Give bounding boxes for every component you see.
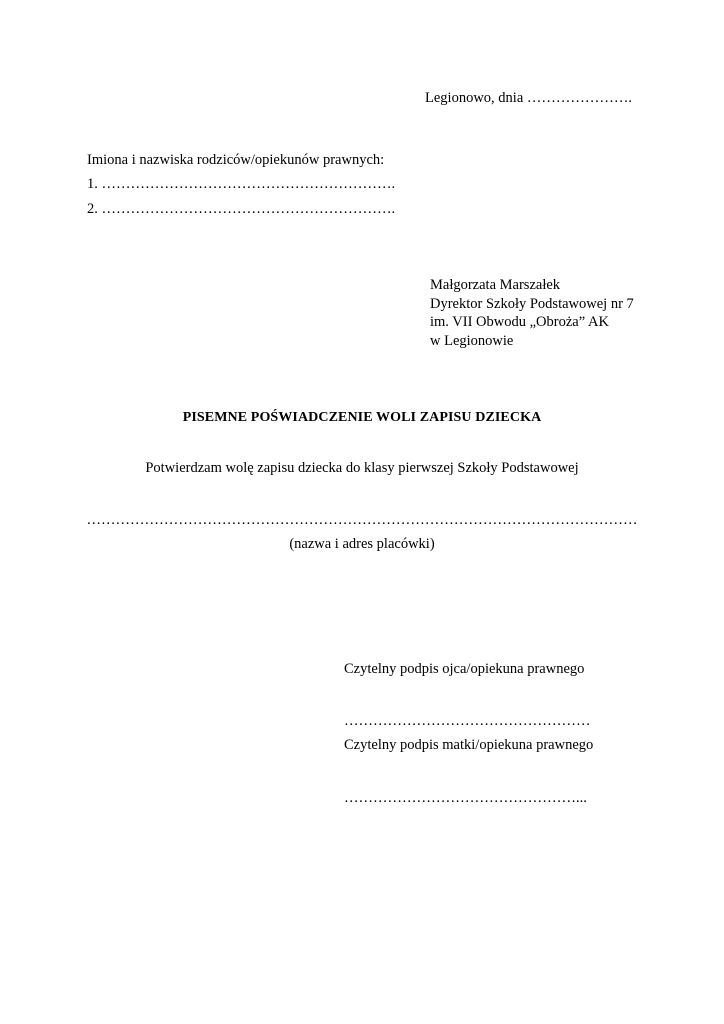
parents-names-label: Imiona i nazwiska rodziców/opiekunów prawnych: bbox=[87, 152, 385, 168]
addressee-name: Małgorzata Marszałek bbox=[430, 277, 561, 293]
parent-2-line: 2. ……………………………………………………. bbox=[87, 201, 396, 217]
addressee-school-name: im. VII Obwodu „Obroża” AK bbox=[430, 314, 609, 330]
addressee-position: Dyrektor Szkoły Podstawowej nr 7 bbox=[430, 295, 634, 312]
place-date-line: Legionowo, dnia …………………. bbox=[425, 90, 633, 106]
mother-signature-line: …………………………………………... bbox=[344, 790, 587, 806]
document-title: PISEMNE POŚWIADCZENIE WOLI ZAPISU DZIECKA bbox=[182, 410, 542, 425]
school-name-address-line: …………………………………………………………………………………………………… bbox=[86, 512, 638, 528]
addressee-location: w Legionowie bbox=[430, 332, 514, 349]
parent-1-line: 1. ……………………………………………………. bbox=[87, 176, 396, 192]
confirmation-text: Potwierdzam wolę zapisu dziecka do klasy pierwszej Szkoły Podstawowej bbox=[145, 460, 579, 476]
father-signature-label: Czytelny podpis ojca/opiekuna prawnego bbox=[344, 661, 585, 677]
mother-signature-label: Czytelny podpis matki/opiekuna prawnego bbox=[344, 737, 594, 753]
father-signature-line: …………………………………………… bbox=[344, 713, 591, 729]
school-name-address-caption: (nazwa i adres placówki) bbox=[289, 536, 435, 552]
addressee-block bbox=[430, 276, 634, 350]
